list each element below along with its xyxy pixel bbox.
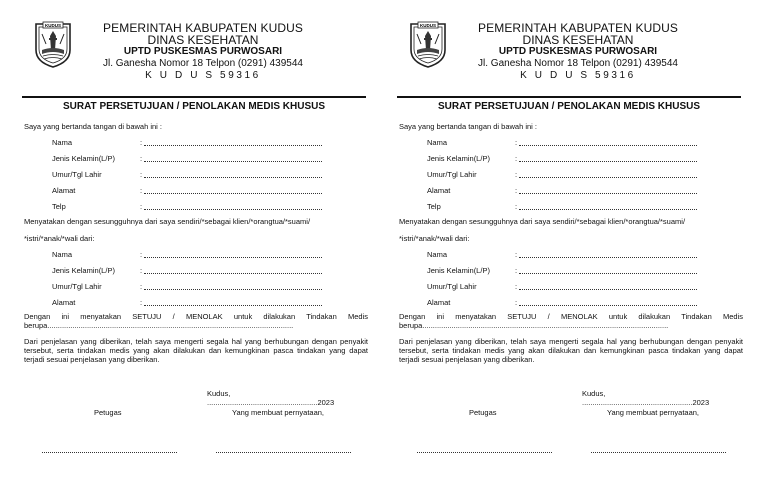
header-line-2: DINAS KESEHATAN (522, 33, 634, 47)
signature-line-officer[interactable] (42, 452, 177, 453)
field-value-umur-2[interactable]: : (515, 282, 697, 291)
field-value-umur[interactable]: : (140, 170, 322, 179)
field-value-nama[interactable]: : (515, 138, 697, 147)
signature-line-declarant[interactable] (591, 452, 726, 453)
field-value-nama-2[interactable]: : (140, 250, 322, 259)
header-line-2: DINAS KESEHATAN (147, 33, 259, 47)
field-label-alamat-2: Alamat (427, 298, 451, 307)
signature-line-declarant[interactable] (216, 452, 351, 453)
field-label-umur-2: Umur/Tgl Lahir (52, 282, 102, 291)
field-label-telp: Telp (427, 202, 441, 211)
field-label-jenis-kelamin-2: Jenis Kelamin(L/P) (52, 266, 115, 275)
letterhead-text (78, 22, 328, 82)
field-label-alamat: Alamat (52, 186, 76, 195)
field-value-nama-2[interactable]: : (515, 250, 697, 259)
form-title: SURAT PERSETUJUAN / PENOLAKAN MEDIS KHUSUS (437, 101, 701, 112)
header-address: Jl. Ganesha Nomor 18 Telpon (0291) 439544 (103, 58, 303, 69)
field-value-jenis-kelamin[interactable]: : (515, 154, 697, 163)
field-label-jenis-kelamin: Jenis Kelamin(L/P) (52, 154, 115, 163)
intro-text: Saya yang bertanda tangan di bawah ini : (24, 122, 163, 131)
statement-line-2: *istri/*anak/*wali dari: (24, 234, 95, 243)
statement-line-2: *istri/*anak/*wali dari: (399, 234, 470, 243)
field-label-nama-2: Nama (52, 250, 73, 259)
field-label-alamat-2: Alamat (52, 298, 76, 307)
field-label-jenis-kelamin-2: Jenis Kelamin(L/P) (427, 266, 490, 275)
statement-line-1: Menyatakan dengan sesungguhnya dari saya sendiri/*sebagai klien/*orangtua/*suami/ (399, 217, 686, 226)
header-divider (22, 96, 366, 98)
signer-label-officer: Petugas (94, 408, 122, 417)
field-label-nama: Nama (427, 138, 448, 147)
field-value-telp[interactable]: : (515, 202, 697, 211)
field-label-umur-2: Umur/Tgl Lahir (427, 282, 477, 291)
field-label-nama: Nama (52, 138, 73, 147)
field-label-nama-2: Nama (427, 250, 448, 259)
consent-form-right (397, 12, 747, 417)
header-line-1: PEMERINTAH KABUPATEN KUDUS (478, 21, 678, 35)
field-value-umur-2[interactable]: : (140, 282, 322, 291)
field-value-alamat-2[interactable]: : (140, 298, 322, 307)
signer-label-declarant: Yang membuat pernyataan, (607, 408, 700, 417)
field-label-telp: Telp (52, 202, 66, 211)
header-line-3: UPTD PUSKESMAS PURWOSARI (498, 46, 658, 57)
field-label-umur: Umur/Tgl Lahir (427, 170, 477, 179)
letterhead (22, 12, 372, 92)
header-divider (397, 96, 741, 98)
statement-line-1: Menyatakan dengan sesungguhnya dari saya sendiri/*sebagai klien/*orangtua/*suami/ (24, 217, 311, 226)
field-label-alamat: Alamat (427, 186, 451, 195)
consent-statement: Dengan ini menyatakan SETUJU / MENOLAK untuk dilakukan Tindakan Medis berupa...................................................................................................................... (399, 312, 743, 330)
field-value-telp[interactable]: : (140, 202, 322, 211)
signer-label-declarant: Yang membuat pernyataan, (232, 408, 325, 417)
field-value-umur[interactable]: : (515, 170, 697, 179)
explanation-paragraph: Dari penjelasan yang diberikan, telah saya mengerti segala hal yang berhubungan dengan penyakit tersebut, serta tindakan medis yang akan dilakukan dan kemungkinan pasca tindakan yang dapat terjadi sesuai penjelasan yang diberikan. (399, 337, 743, 364)
consent-statement: Dengan ini menyatakan SETUJU / MENOLAK untuk dilakukan Tindakan Medis berupa...................................................................................................................... (24, 312, 368, 330)
field-value-nama[interactable]: : (140, 138, 322, 147)
field-value-alamat[interactable]: : (515, 186, 697, 195)
kudus-regency-emblem-icon (409, 20, 447, 68)
svg-text:KUDUS: KUDUS (419, 22, 437, 28)
field-value-jenis-kelamin[interactable]: : (140, 154, 322, 163)
consent-form-left (22, 12, 372, 417)
header-line-1: PEMERINTAH KABUPATEN KUDUS (103, 21, 303, 35)
field-value-jenis-kelamin-2[interactable]: : (140, 266, 322, 275)
field-label-umur: Umur/Tgl Lahir (52, 170, 102, 179)
letterhead (397, 12, 747, 92)
header-city: K U D U S 59316 (520, 70, 636, 81)
kudus-regency-emblem-icon (34, 20, 72, 68)
field-value-alamat-2[interactable]: : (515, 298, 697, 307)
field-label-jenis-kelamin: Jenis Kelamin(L/P) (427, 154, 490, 163)
letterhead-text (453, 22, 703, 82)
city-date: Kudus, .....................................................2023 (207, 389, 335, 407)
signature-line-officer[interactable] (417, 452, 552, 453)
signer-label-officer: Petugas (469, 408, 497, 417)
intro-text: Saya yang bertanda tangan di bawah ini : (399, 122, 538, 131)
field-value-jenis-kelamin-2[interactable]: : (515, 266, 697, 275)
header-line-3: UPTD PUSKESMAS PURWOSARI (123, 46, 283, 57)
explanation-paragraph: Dari penjelasan yang diberikan, telah saya mengerti segala hal yang berhubungan dengan penyakit tersebut, serta tindakan medis yang akan dilakukan dan kemungkinan pasca tindakan yang dapat terjadi sesuai penjelasan yang diberikan. (24, 337, 368, 364)
header-city: K U D U S 59316 (145, 70, 261, 81)
city-date: Kudus, .....................................................2023 (582, 389, 710, 407)
svg-text:KUDUS: KUDUS (44, 22, 62, 28)
field-value-alamat[interactable]: : (140, 186, 322, 195)
form-title: SURAT PERSETUJUAN / PENOLAKAN MEDIS KHUSUS (62, 101, 326, 112)
header-address: Jl. Ganesha Nomor 18 Telpon (0291) 439544 (478, 58, 678, 69)
